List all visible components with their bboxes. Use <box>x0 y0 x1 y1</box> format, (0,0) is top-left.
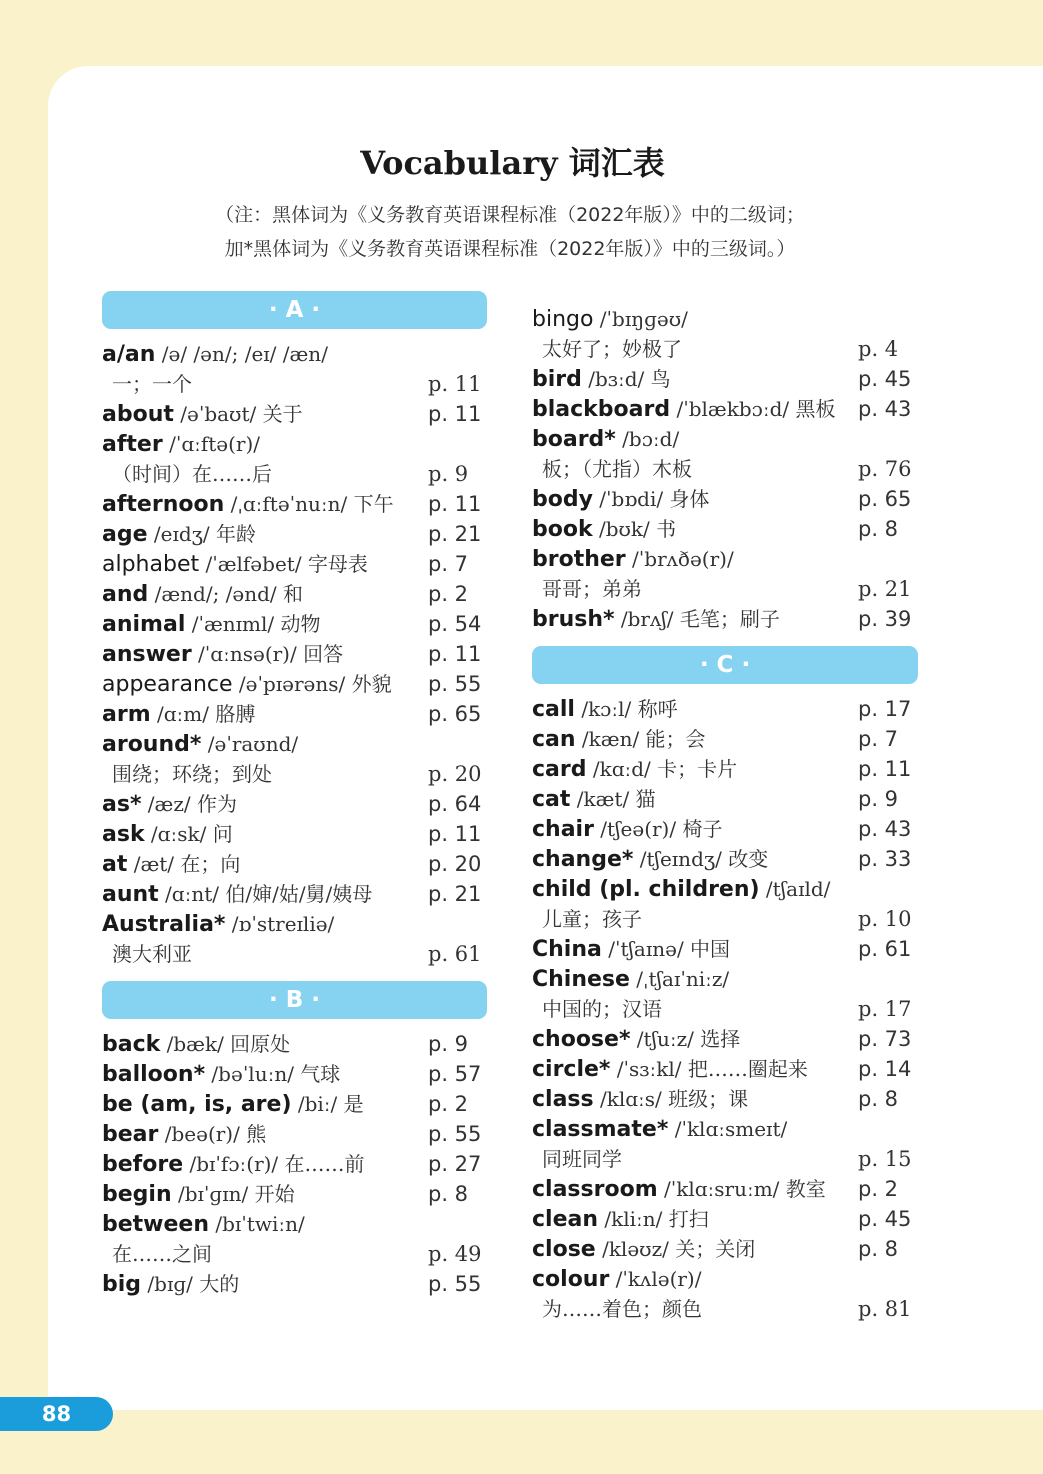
phonetic-and-meaning: /əˈbaʊt/ 关于 <box>173 402 303 426</box>
entry-line <box>532 724 918 754</box>
page-reference: p. 61 <box>428 942 482 966</box>
headword: child (pl. children) <box>532 877 760 902</box>
page-reference: p. 11 <box>428 402 482 426</box>
headword: clean <box>532 1207 599 1232</box>
phonetic-and-meaning: /kæn/ 能；会 <box>575 727 706 751</box>
section-header: · A · <box>102 291 487 329</box>
page-reference: p. 11 <box>858 757 912 781</box>
vocab-entry <box>532 1114 918 1174</box>
section-header: · B · <box>102 981 487 1019</box>
vocab-entry <box>102 819 487 849</box>
entry-line <box>532 694 918 724</box>
entry-line <box>532 784 918 814</box>
meaning-continuation: 一；一个 p. 11 <box>102 369 487 399</box>
meaning-continuation: （时间）在……后 p. 9 <box>102 459 487 489</box>
entry-line <box>532 1054 918 1084</box>
entry-line <box>532 1114 918 1144</box>
vocab-entry <box>102 1119 487 1149</box>
vocab-entry <box>102 669 487 699</box>
phonetic-and-meaning: /beə(r)/ 熊 <box>158 1122 267 1146</box>
page-reference: p. 81 <box>858 1297 912 1321</box>
entry-line <box>532 874 918 904</box>
headword: afternoon <box>102 492 225 517</box>
vocab-entry <box>102 1029 487 1059</box>
vocab-entry <box>102 609 487 639</box>
phonetic-and-meaning: /klɑːs/ 班级；课 <box>593 1087 749 1111</box>
phonetic-and-meaning: /ˌtʃaɪˈniːz/ <box>629 967 730 991</box>
phonetic-and-meaning: /bɪˈɡɪn/ 开始 <box>171 1182 295 1206</box>
vocab-entry <box>532 484 918 514</box>
headword: a/an <box>102 342 156 367</box>
vocab-entry <box>102 549 487 579</box>
phonetic-and-meaning: /ænd/; /ənd/ 和 <box>148 582 304 606</box>
headword: classmate* <box>532 1117 669 1142</box>
phonetic-and-meaning: /ˈænɪml/ 动物 <box>185 612 321 636</box>
page-reference: p. 57 <box>428 1062 482 1086</box>
vocab-entry <box>102 699 487 729</box>
headword: age <box>102 522 148 547</box>
page-reference: p. 8 <box>858 517 899 541</box>
entry-line <box>532 394 918 424</box>
left-column <box>102 291 487 1299</box>
vocab-entry <box>532 1054 918 1084</box>
phonetic-and-meaning: /tʃeɪndʒ/ 改变 <box>633 847 769 871</box>
phonetic-and-meaning: /æt/ 在；向 <box>127 852 241 876</box>
entry-line <box>532 304 918 334</box>
page-reference: p. 55 <box>428 1272 482 1296</box>
headword: chair <box>532 817 594 842</box>
phonetic-and-meaning: /ˈbɪŋɡəʊ/ <box>593 307 688 331</box>
entry-line <box>532 754 918 784</box>
phonetic-and-meaning: /biː/ 是 <box>291 1092 364 1116</box>
phonetic-and-meaning: /tʃeə(r)/ 椅子 <box>593 817 723 841</box>
page-reference: p. 8 <box>428 1182 469 1206</box>
entry-line <box>102 819 487 849</box>
page-reference: p. 55 <box>428 672 482 696</box>
vocab-entry <box>532 1204 918 1234</box>
phonetic-and-meaning: /ˈɑːftə(r)/ <box>162 432 261 456</box>
page-reference: p. 9 <box>428 1032 469 1056</box>
meaning-continuation: 儿童；孩子 p. 10 <box>532 904 918 934</box>
phonetic-and-meaning: /bʊk/ 书 <box>592 517 677 541</box>
vocab-entry <box>102 729 487 789</box>
headword: China <box>532 937 602 962</box>
page-reference: p. 64 <box>428 792 482 816</box>
vocab-entry <box>532 514 918 544</box>
phonetic-and-meaning: /æz/ 作为 <box>141 792 237 816</box>
entry-line <box>532 1024 918 1054</box>
entry-line <box>102 399 487 429</box>
page-number: 88 <box>0 1397 113 1431</box>
page-reference: p. 15 <box>858 1147 912 1171</box>
vocab-entry <box>532 784 918 814</box>
headword: bird <box>532 367 582 392</box>
entry-line <box>532 1264 918 1294</box>
headword: about <box>102 402 174 427</box>
entry-line <box>532 1174 918 1204</box>
page-reference: p. 45 <box>858 1207 912 1231</box>
headword: back <box>102 1032 161 1057</box>
entry-line <box>532 1084 918 1114</box>
meaning-continuation: 为……着色；颜色 p. 81 <box>532 1294 918 1324</box>
phonetic-and-meaning: /bæk/ 回原处 <box>160 1032 291 1056</box>
vocab-entry <box>102 519 487 549</box>
vocab-entry <box>532 724 918 754</box>
vocab-entry <box>102 339 487 399</box>
page-reference: p. 27 <box>428 1152 482 1176</box>
headword: be (am, is, are) <box>102 1092 292 1117</box>
vocab-entry <box>532 544 918 604</box>
phonetic-and-meaning: /kɔːl/ 称呼 <box>574 697 678 721</box>
phonetic-and-meaning: /əˈraʊnd/ <box>201 732 299 756</box>
phonetic-and-meaning: /ɑːm/ 胳膊 <box>150 702 256 726</box>
vocab-entry <box>532 934 918 964</box>
phonetic-and-meaning: /bɪˈfɔː(r)/ 在……前 <box>183 1152 365 1176</box>
phonetic-and-meaning: /ˌɑːftəˈnuːn/ 下午 <box>224 492 394 516</box>
page-reference: p. 10 <box>858 907 912 931</box>
entry-line <box>102 339 487 369</box>
vocab-entry <box>532 874 918 934</box>
entry-line <box>102 519 487 549</box>
vocab-entry <box>532 304 918 364</box>
meaning-continuation: 在……之间 p. 49 <box>102 1239 487 1269</box>
entry-line <box>102 1269 487 1299</box>
headword: brother <box>532 547 626 572</box>
vocab-entry <box>102 399 487 429</box>
entry-line <box>532 934 918 964</box>
vocab-entry <box>102 789 487 819</box>
vocab-entry <box>102 1089 487 1119</box>
page-reference: p. 43 <box>858 397 912 421</box>
page-reference: p. 54 <box>428 612 482 636</box>
phonetic-and-meaning: /ˈsɜːkl/ 把……圈起来 <box>610 1057 808 1081</box>
headword: ask <box>102 822 145 847</box>
vocab-entry <box>532 964 918 1024</box>
phonetic-and-meaning: /ˈbɒdi/ 身体 <box>592 487 710 511</box>
page-reference: p. 7 <box>858 727 899 751</box>
vocab-entry <box>532 1174 918 1204</box>
meaning-continuation: 中国的；汉语 p. 17 <box>532 994 918 1024</box>
headword: call <box>532 697 575 722</box>
headword: at <box>102 852 128 877</box>
page-reference: p. 2 <box>858 1177 899 1201</box>
entry-line <box>102 549 487 579</box>
entry-line <box>102 789 487 819</box>
page-reference: p. 73 <box>858 1027 912 1051</box>
entry-line <box>532 544 918 574</box>
entry-line <box>532 814 918 844</box>
headword: after <box>102 432 163 457</box>
page-reference: p. 49 <box>428 1242 482 1266</box>
page-reference: p. 9 <box>858 787 899 811</box>
headword: arm <box>102 702 151 727</box>
headword: begin <box>102 1182 172 1207</box>
phonetic-and-meaning: /ˈkʌlə(r)/ <box>609 1267 702 1291</box>
phonetic-and-meaning: /ə/ /ən/; /eɪ/ /æn/ <box>155 342 328 366</box>
vocab-entry <box>102 429 487 489</box>
page-title: Vocabulary 词汇表 <box>360 144 665 182</box>
page-reference: p. 20 <box>428 852 482 876</box>
page-reference: p. 17 <box>858 997 912 1021</box>
headword: close <box>532 1237 596 1262</box>
vocab-entry <box>532 424 918 484</box>
phonetic-and-meaning: /bɪɡ/ 大的 <box>141 1272 240 1296</box>
headword: body <box>532 487 593 512</box>
vocab-entry <box>102 1149 487 1179</box>
vocab-entry <box>102 879 487 909</box>
headword: as* <box>102 792 142 817</box>
phonetic-and-meaning: /bɜːd/ 鸟 <box>581 367 671 391</box>
entry-line <box>102 639 487 669</box>
phonetic-and-meaning: /bəˈluːn/ 气球 <box>205 1062 341 1086</box>
headword: brush* <box>532 607 615 632</box>
vocab-entry <box>102 909 487 969</box>
headword: big <box>102 1272 142 1297</box>
headword: cat <box>532 787 571 812</box>
page-reference: p. 61 <box>858 937 912 961</box>
entry-line <box>102 669 487 699</box>
entry-line <box>532 424 918 454</box>
vocab-entry <box>532 844 918 874</box>
page-reference: p. 8 <box>858 1237 899 1261</box>
headword: blackboard <box>532 397 671 422</box>
headword: appearance <box>102 672 233 697</box>
meaning-continuation: 太好了；妙极了 p. 4 <box>532 334 918 364</box>
entry-line <box>102 729 487 759</box>
vocab-entry <box>532 814 918 844</box>
entry-line <box>532 484 918 514</box>
vocab-entry <box>532 394 918 424</box>
phonetic-and-meaning: /ˈklɑːsmeɪt/ <box>668 1117 788 1141</box>
page-reference: p. 76 <box>858 457 912 481</box>
page-reference: p. 4 <box>858 337 899 361</box>
phonetic-and-meaning: /kɑːd/ 卡；卡片 <box>586 757 738 781</box>
entry-line <box>102 489 487 519</box>
phonetic-and-meaning: /tʃuːz/ 选择 <box>630 1027 741 1051</box>
page-reference: p. 65 <box>858 487 912 511</box>
headword: around* <box>102 732 202 757</box>
note-line-1: （注：黑体词为《义务教育英语课程标准（2022年版）》中的二级词； <box>215 204 805 226</box>
headword: book <box>532 517 593 542</box>
page-reference: p. 7 <box>428 552 469 576</box>
phonetic-and-meaning: /ˈɑːnsə(r)/ 回答 <box>191 642 344 666</box>
page-reference: p. 17 <box>858 697 912 721</box>
entry-line <box>102 1029 487 1059</box>
entry-line <box>532 604 918 634</box>
note-line-2: 加*黑体词为《义务教育英语课程标准（2022年版）》中的三级词。） <box>224 238 796 260</box>
vocab-entry <box>102 489 487 519</box>
entry-line <box>532 364 918 394</box>
vocab-entry <box>102 1209 487 1269</box>
page-reference: p. 65 <box>428 702 482 726</box>
vocab-entry <box>102 1059 487 1089</box>
headword: classroom <box>532 1177 658 1202</box>
headword: Chinese <box>532 967 630 992</box>
meaning-continuation: 围绕；环绕；到处 p. 20 <box>102 759 487 789</box>
headword: between <box>102 1212 210 1237</box>
headword: can <box>532 727 576 752</box>
page-reference: p. 21 <box>428 522 482 546</box>
page-reference: p. 33 <box>858 847 912 871</box>
headword: circle* <box>532 1057 611 1082</box>
entry-line <box>532 844 918 874</box>
entry-line <box>532 1234 918 1264</box>
headword: answer <box>102 642 192 667</box>
meaning-continuation: 板；（尤指）木板 p. 76 <box>532 454 918 484</box>
phonetic-and-meaning: /ˈblækbɔːd/ 黑板 <box>670 397 836 421</box>
entry-line <box>102 1149 487 1179</box>
entry-line <box>532 1204 918 1234</box>
page-reference: p. 55 <box>428 1122 482 1146</box>
entry-line <box>532 964 918 994</box>
entry-line <box>102 1179 487 1209</box>
entry-line <box>102 1119 487 1149</box>
headword: alphabet <box>102 552 200 577</box>
phonetic-and-meaning: /kliːn/ 打扫 <box>598 1207 709 1231</box>
page-reference: p. 14 <box>858 1057 912 1081</box>
vocab-entry <box>532 1264 918 1324</box>
phonetic-and-meaning: /əˈpɪərəns/ 外貌 <box>232 672 392 696</box>
entry-line <box>102 879 487 909</box>
page-reference: p. 11 <box>428 822 482 846</box>
vocab-entry <box>532 604 918 634</box>
phonetic-and-meaning: /ɑːsk/ 问 <box>144 822 233 846</box>
entry-line <box>102 699 487 729</box>
right-column <box>532 304 918 1324</box>
headword: balloon* <box>102 1062 206 1087</box>
page-reference: p. 11 <box>428 492 482 516</box>
meaning-continuation: 哥哥；弟弟 p. 21 <box>532 574 918 604</box>
vocab-entry <box>532 1024 918 1054</box>
headword: bear <box>102 1122 159 1147</box>
vocab-entry <box>102 639 487 669</box>
headword: change* <box>532 847 634 872</box>
entry-line <box>102 579 487 609</box>
headword: before <box>102 1152 184 1177</box>
page-reference: p. 21 <box>858 577 912 601</box>
page-reference: p. 9 <box>428 462 469 486</box>
phonetic-and-meaning: /eɪdʒ/ 年龄 <box>147 522 257 546</box>
phonetic-and-meaning: /kləʊz/ 关；关闭 <box>595 1237 756 1261</box>
phonetic-and-meaning: /bɪˈtwiːn/ <box>209 1212 305 1236</box>
vocab-entry <box>532 364 918 394</box>
phonetic-and-meaning: /ˈklɑːsruːm/ 教室 <box>657 1177 826 1201</box>
headword: aunt <box>102 882 159 907</box>
vocab-entry <box>102 1269 487 1299</box>
page-reference: p. 2 <box>428 582 469 606</box>
entry-line <box>102 1059 487 1089</box>
page-reference: p. 2 <box>428 1092 469 1116</box>
entry-line <box>102 1089 487 1119</box>
phonetic-and-meaning: /kæt/ 猫 <box>570 787 656 811</box>
phonetic-and-meaning: /ˈbrʌðə(r)/ <box>625 547 734 571</box>
phonetic-and-meaning: /brʌʃ/ 毛笔；刷子 <box>614 607 780 631</box>
meaning-continuation: 同班同学 p. 15 <box>532 1144 918 1174</box>
page-reference: p. 8 <box>858 1087 899 1111</box>
headword: Australia* <box>102 912 226 937</box>
phonetic-and-meaning: /ˈtʃaɪnə/ 中国 <box>601 937 731 961</box>
meaning-continuation: 澳大利亚 p. 61 <box>102 939 487 969</box>
vocab-entry <box>102 579 487 609</box>
vocab-entry <box>102 849 487 879</box>
vocab-entry <box>102 1179 487 1209</box>
phonetic-and-meaning: /ˈælfəbet/ 字母表 <box>199 552 368 576</box>
page-reference: p. 43 <box>858 817 912 841</box>
entry-line <box>102 849 487 879</box>
page-reference: p. 21 <box>428 882 482 906</box>
entry-line <box>532 514 918 544</box>
phonetic-and-meaning: /ɒˈstreɪliə/ <box>225 912 335 936</box>
headword: and <box>102 582 149 607</box>
page-reference: p. 20 <box>428 762 482 786</box>
vocab-entry <box>532 694 918 724</box>
headword: board* <box>532 427 616 452</box>
phonetic-and-meaning: /tʃaɪld/ <box>759 877 831 901</box>
entry-line <box>102 1209 487 1239</box>
entry-line <box>102 429 487 459</box>
section-header: · C · <box>532 646 918 684</box>
entry-line <box>102 909 487 939</box>
headword: choose* <box>532 1027 631 1052</box>
page-reference: p. 45 <box>858 367 912 391</box>
headword: bingo <box>532 307 594 332</box>
page-reference: p. 11 <box>428 372 482 396</box>
phonetic-and-meaning: /bɔːd/ <box>615 427 680 451</box>
headword: class <box>532 1087 594 1112</box>
headword: card <box>532 757 587 782</box>
headword: animal <box>102 612 186 637</box>
vocab-entry <box>532 1084 918 1114</box>
page-reference: p. 11 <box>428 642 482 666</box>
phonetic-and-meaning: /ɑːnt/ 伯/婶/姑/舅/姨母 <box>158 882 373 906</box>
page-reference: p. 39 <box>858 607 912 631</box>
headword: colour <box>532 1267 610 1292</box>
vocab-entry <box>532 754 918 784</box>
vocab-entry <box>532 1234 918 1264</box>
entry-line <box>102 609 487 639</box>
